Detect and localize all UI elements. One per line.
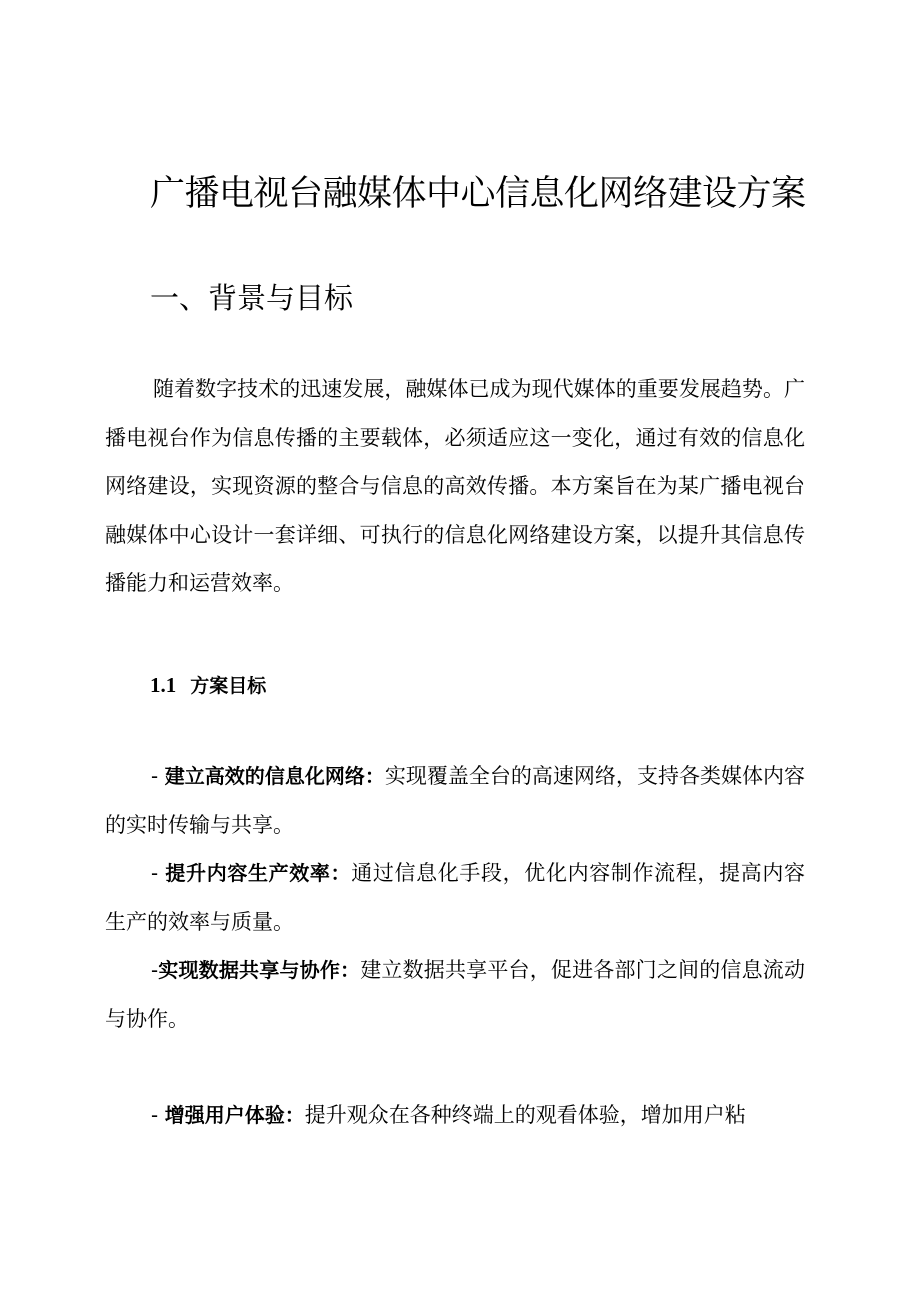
goal-label: 实现数据共享与协作： (158, 958, 361, 982)
goal-label: 增强用户体验： (164, 1103, 305, 1127)
subsection-number: 1.1 (150, 673, 177, 697)
goal-text: 实现覆盖全台的高速网络，支持各类媒体内容的实时传输与共享。 (105, 764, 805, 837)
subsection-title: 方案目标 (190, 675, 267, 697)
goal-bullet: - (151, 1103, 165, 1127)
document-title: 广播电视台融媒体中心信息化网络建设方案 (150, 174, 806, 214)
goal-item (105, 752, 805, 849)
goal-text: 提升观众在各种终端上的观看体验，增加用户粘 (304, 1103, 746, 1127)
intro-paragraph: 随着数字技术的迅速发展，融媒体已成为现代媒体的重要发展趋势。广播电视台作为信息传播的主要载体，必须适应这一变化，通过有效的信息化网络建设，实现资源的整合与信息的高效传播。本方案旨在为某广播电视台融媒体中心设计一套详细、可执行的信息化网络建设方案，以提升其信息传播能力和运营效率。 (105, 377, 805, 595)
goal-label: 提升内容生产效率： (165, 861, 352, 885)
goal-bullet: - (151, 958, 159, 982)
goal-text: 建立数据共享平台，促进各部门之间的信息流动与协作。 (105, 958, 806, 1031)
goal-item (105, 849, 805, 946)
section-heading-background: 一、背景与目标 (150, 281, 354, 315)
goal-item (105, 1091, 805, 1140)
goal-item (105, 946, 805, 1043)
goal-bullet: - (151, 861, 166, 885)
goal-bullet: - (151, 764, 165, 788)
subsection-heading (150, 668, 266, 703)
goal-text: 通过信息化手段，优化内容制作流程，提高内容生产的效率与质量。 (105, 861, 805, 934)
goal-label: 建立高效的信息化网络： (164, 764, 385, 788)
